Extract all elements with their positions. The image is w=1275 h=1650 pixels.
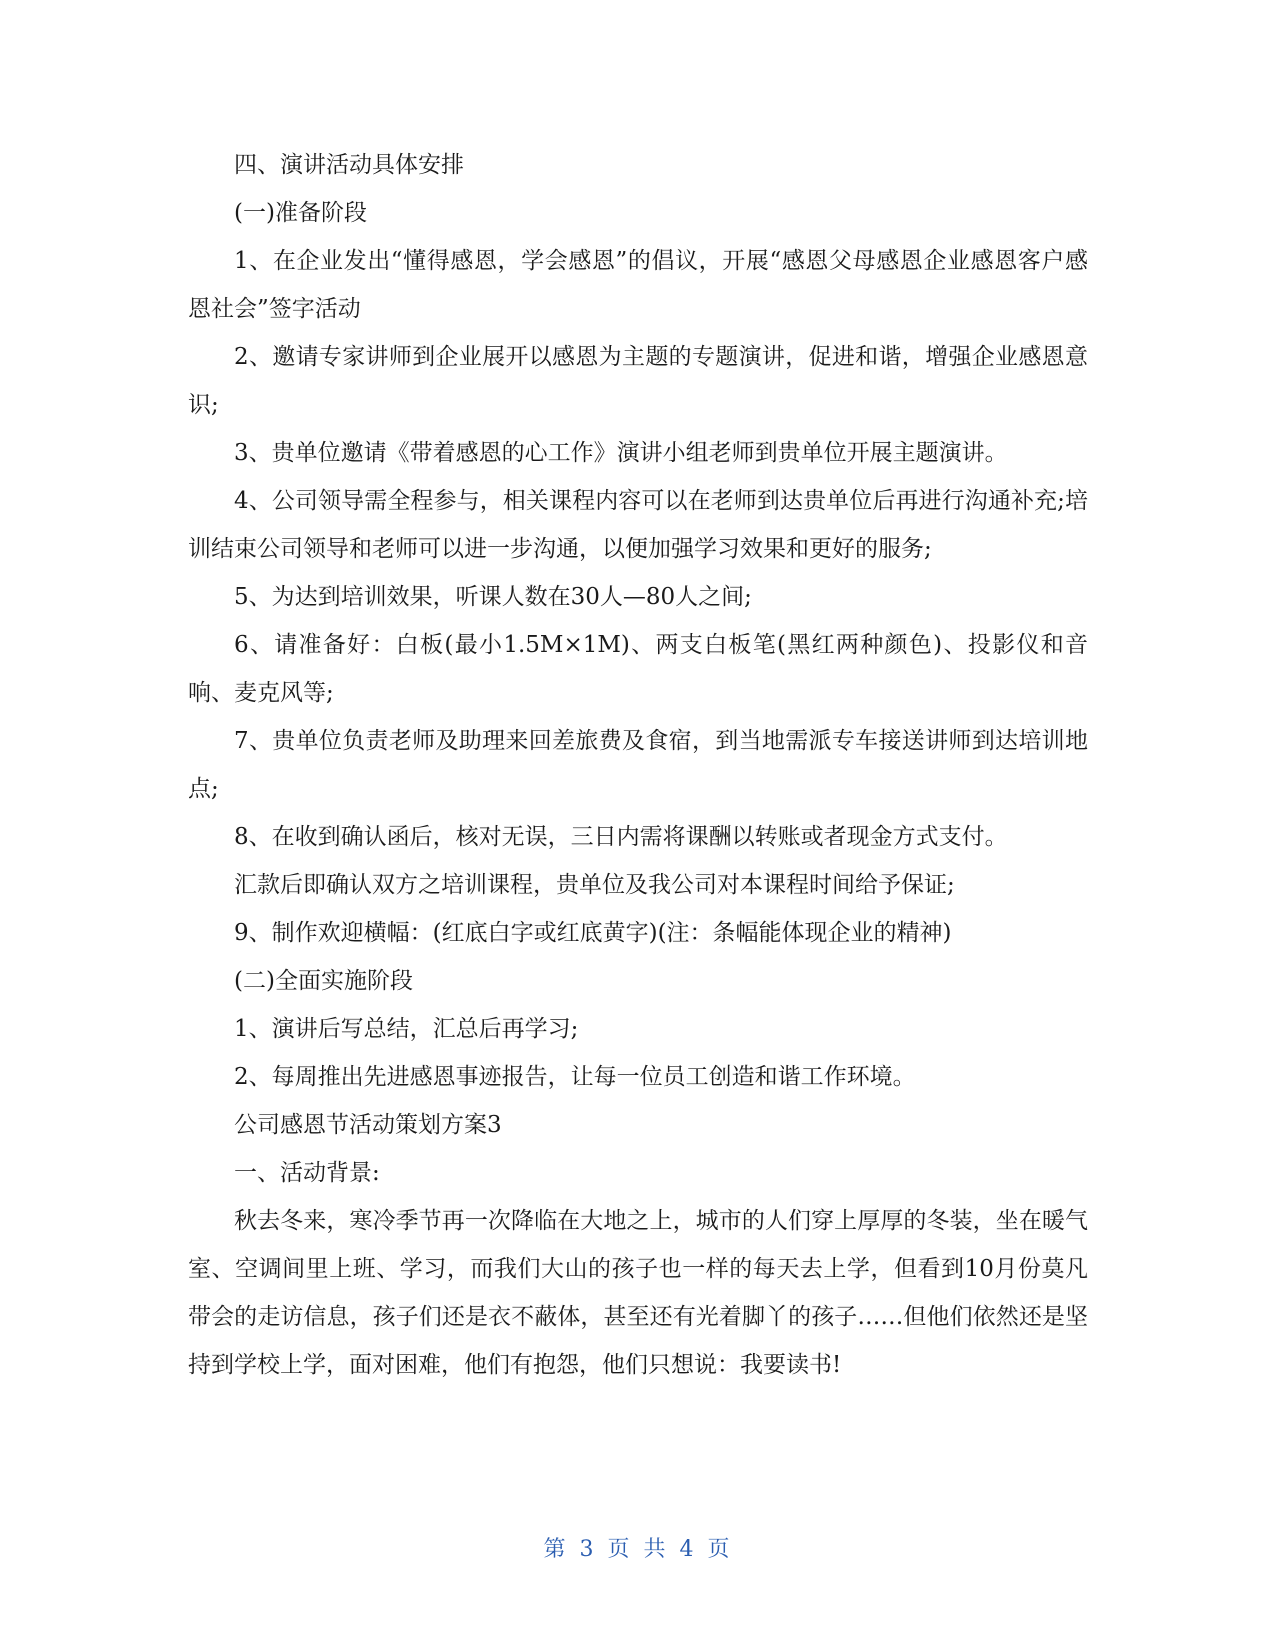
paragraph: 秋去冬来，寒冷季节再一次降临在大地之上，城市的人们穿上厚厚的冬装，坐在暖气室、空调间里上班、学习，而我们大山的孩子也一样的每天去上学，但看到10月份莫凡带会的走访信息，孩子们还是衣不蔽体，甚至还有光着脚丫的孩子……但他们依然还是坚持到学校上学，面对困难，他们有抱怨，他们只想说：我要读书! xyxy=(188,1208,1088,1378)
footer-label-total-unit: 页 xyxy=(707,1537,732,1562)
paragraph: 4、公司领导需全程参与，相关课程内容可以在老师到达贵单位后再进行沟通补充;培训结束公司领导和老师可以进一步沟通，以便加强学习效果和更好的服务; xyxy=(188,488,1088,562)
paragraph: 7、贵单位负责老师及助理来回差旅费及食宿，到当地需派专车接送讲师到达培训地点; xyxy=(188,728,1088,802)
paragraph: 汇款后即确认双方之培训课程，贵单位及我公司对本课程时间给予保证; xyxy=(234,872,955,898)
footer-label-total: 共 xyxy=(643,1537,668,1562)
paragraph: 3、贵单位邀请《带着感恩的心工作》演讲小组老师到贵单位开展主题演讲。 xyxy=(234,440,1008,466)
total-pages-number: 4 xyxy=(679,1537,696,1562)
footer-label-page-unit: 页 xyxy=(607,1537,632,1562)
section-heading: 四、演讲活动具体安排 xyxy=(234,152,464,178)
page-footer xyxy=(0,1532,1275,1563)
paragraph: 2、每周推出先进感恩事迹报告，让每一位员工创造和谐工作环境。 xyxy=(234,1064,916,1090)
subsection-heading: (二)全面实施阶段 xyxy=(234,968,413,994)
document-title: 公司感恩节活动策划方案3 xyxy=(234,1112,502,1138)
paragraph: 1、演讲后写总结，汇总后再学习; xyxy=(234,1016,579,1042)
document-body xyxy=(188,141,1088,1389)
paragraph: 1、在企业发出“懂得感恩，学会感恩”的倡议，开展“感恩父母感恩企业感恩客户感恩社会”签字活动 xyxy=(188,248,1088,322)
current-page-number: 3 xyxy=(579,1537,596,1562)
paragraph: 2、邀请专家讲师到企业展开以感恩为主题的专题演讲，促进和谐，增强企业感恩意识; xyxy=(188,344,1088,418)
paragraph: 8、在收到确认函后，核对无误，三日内需将课酬以转账或者现金方式支付。 xyxy=(234,824,1008,850)
paragraph: 5、为达到培训效果，听课人数在30人—80人之间; xyxy=(234,584,752,610)
section-heading: 一、活动背景: xyxy=(234,1160,380,1186)
paragraph: 9、制作欢迎横幅：(红底白字或红底黄字)(注：条幅能体现企业的精神) xyxy=(234,920,952,946)
footer-label-page: 第 xyxy=(543,1537,568,1562)
subsection-heading: (一)准备阶段 xyxy=(234,200,367,226)
paragraph: 6、请准备好：白板(最小1.5M×1M)、两支白板笔(黑红两种颜色)、投影仪和音响、麦克风等; xyxy=(188,632,1088,706)
